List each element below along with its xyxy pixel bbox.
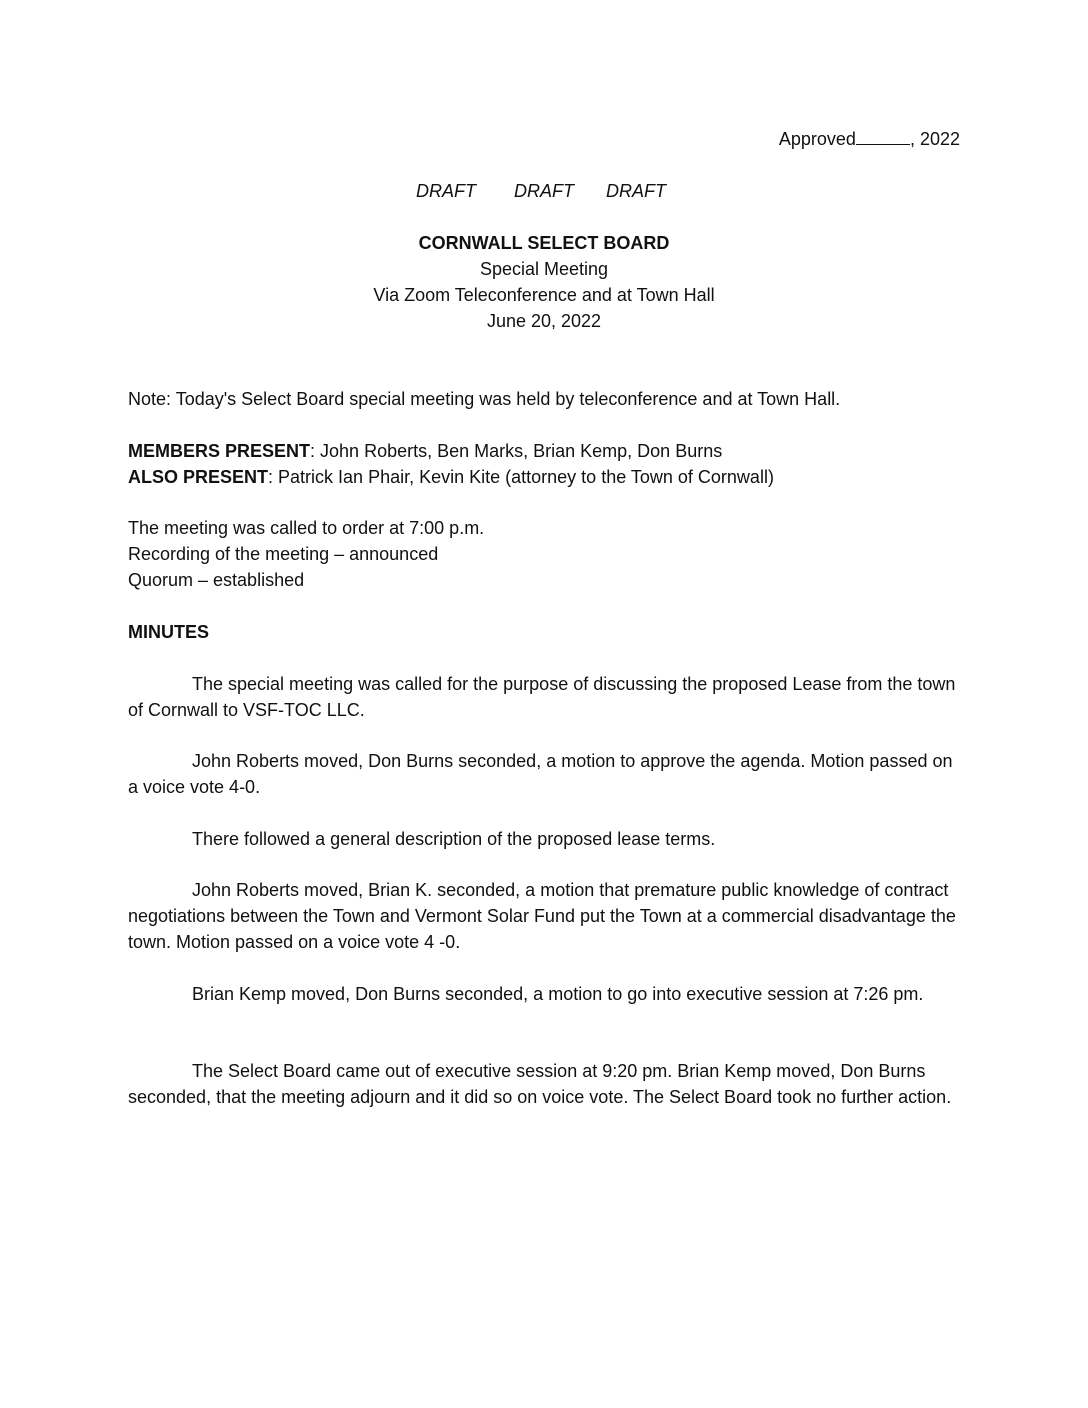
minutes-paragraph: There followed a general description of the proposed lease terms. bbox=[192, 829, 716, 849]
minutes-paragraph: Brian Kemp moved, Don Burns seconded, a motion to go into executive session at 7:26 pm. bbox=[192, 984, 924, 1004]
draft-mark-3: DRAFT bbox=[606, 181, 666, 201]
members-present-line bbox=[128, 438, 963, 464]
meeting-header bbox=[0, 230, 1088, 334]
draft-mark-2: DRAFT bbox=[514, 181, 574, 201]
approval-date-blank bbox=[856, 128, 910, 145]
minutes-paragraph-4 bbox=[128, 877, 963, 955]
minutes-paragraph: John Roberts moved, Don Burns seconded, a motion to approve the agenda. Motion passed on a voice vote 4-0. bbox=[128, 751, 953, 797]
approval-label: Approved bbox=[778, 129, 856, 149]
minutes-heading-block bbox=[128, 619, 963, 645]
also-present-line bbox=[128, 464, 963, 490]
meeting-note bbox=[128, 386, 963, 412]
minutes-paragraph: The special meeting was called for the purpose of discussing the proposed Lease from the town of Cornwall to VSF-TOC LLC. bbox=[128, 674, 956, 720]
opening-block bbox=[128, 515, 963, 593]
called-to-order: The meeting was called to order at 7:00 p.m. bbox=[128, 518, 485, 538]
board-name: CORNWALL SELECT BOARD bbox=[418, 233, 670, 253]
members-present-label: MEMBERS PRESENT bbox=[128, 441, 311, 461]
also-present-list: : Patrick Ian Phair, Kevin Kite (attorney to the Town of Cornwall) bbox=[268, 467, 774, 487]
minutes-paragraph-3 bbox=[128, 826, 963, 852]
members-present-list: : John Roberts, Ben Marks, Brian Kemp, Don Burns bbox=[310, 441, 723, 461]
meeting-date: June 20, 2022 bbox=[486, 311, 602, 331]
minutes-paragraph-6 bbox=[128, 1058, 963, 1110]
note-text: Note: Today's Select Board special meeting was held by teleconference and at Town Hall. bbox=[128, 389, 841, 409]
minutes-paragraph-5 bbox=[128, 981, 963, 1007]
recording-announced: Recording of the meeting – announced bbox=[128, 544, 439, 564]
attendance-block bbox=[128, 438, 963, 490]
quorum-established: Quorum – established bbox=[128, 570, 305, 590]
draft-mark-1: DRAFT bbox=[416, 181, 476, 201]
minutes-paragraph: John Roberts moved, Brian K. seconded, a motion that premature public knowledge of contract negotiations between the Town and Vermont Solar Fund put the Town at a commercial disadvantage the town. Motion passed on a voice vote 4 -0. bbox=[128, 880, 956, 952]
minutes-paragraph-2 bbox=[128, 748, 963, 800]
meeting-type: Special Meeting bbox=[479, 259, 609, 279]
also-present-label: ALSO PRESENT bbox=[128, 467, 269, 487]
minutes-paragraph: The Select Board came out of executive session at 9:20 pm. Brian Kemp moved, Don Burns seconded, that the meeting adjourn and it did so on voice vote. The Select Board took no further action. bbox=[128, 1061, 952, 1107]
minutes-heading: MINUTES bbox=[128, 622, 209, 642]
meeting-location: Via Zoom Teleconference and at Town Hall bbox=[373, 285, 715, 305]
approval-line bbox=[779, 126, 960, 152]
minutes-paragraph-1 bbox=[128, 671, 963, 723]
approval-year: , 2022 bbox=[909, 129, 960, 149]
